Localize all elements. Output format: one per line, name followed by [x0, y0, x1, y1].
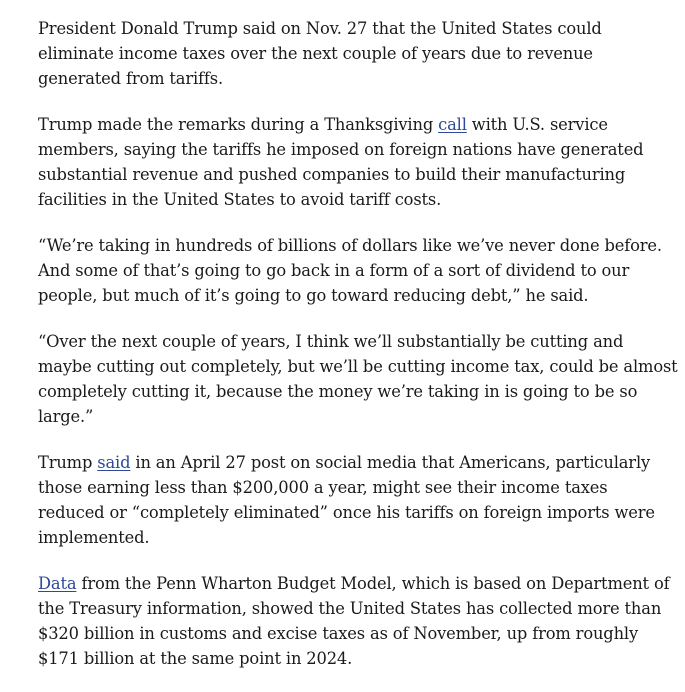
paragraph-5-text-before: Trump: [38, 453, 98, 472]
data-link[interactable]: Data: [38, 574, 77, 593]
paragraph-6: [38, 571, 678, 671]
paragraph-3-text: “We’re taking in hundreds of billions of dollars like we’ve never done before. And some of that’s going to go back in a form of a sort of dividend to our people, but much of it’s going to go toward reducing debt,” he said.: [38, 236, 662, 305]
paragraph-2-text-before: Trump made the remarks during a Thanksgiving: [38, 115, 439, 134]
paragraph-1-text: President Donald Trump said on Nov. 27 that the United States could eliminate income taxes over the next couple of years due to revenue generated from tariffs.: [38, 19, 602, 88]
paragraph-4-text: “Over the next couple of years, I think we’ll substantially be cutting and maybe cutting out completely, but we’ll be cutting income tax, could be almost completely cutting it, because the money we’re taking in is going to be so large.”: [38, 332, 678, 426]
paragraph-1: [38, 16, 678, 91]
article-body: [38, 16, 678, 692]
paragraph-2-text-after: with U.S. service members, saying the tariffs he imposed on foreign nations have generated substantial revenue and pushed companies to build their manufacturing facilities in the United States to avoid tariff costs.: [38, 115, 644, 209]
call-link[interactable]: call: [438, 115, 467, 134]
paragraph-5-text-after: in an April 27 post on social media that Americans, particularly those earning less than $200,000 a year, might see their income taxes reduced or “completely eliminated” once his tariffs on foreign imports were implemented.: [38, 453, 655, 547]
paragraph-2: [38, 112, 678, 212]
said-link[interactable]: said: [97, 453, 131, 472]
paragraph-6-text-after: from the Penn Wharton Budget Model, which is based on Department of the Treasury information, showed the United States has collected more than $320 billion in customs and excise taxes as of November, up from roughly $171 billion at the same point in 2024.: [38, 574, 670, 668]
paragraph-4: [38, 329, 678, 429]
paragraph-3: [38, 233, 678, 308]
paragraph-5: [38, 450, 678, 550]
